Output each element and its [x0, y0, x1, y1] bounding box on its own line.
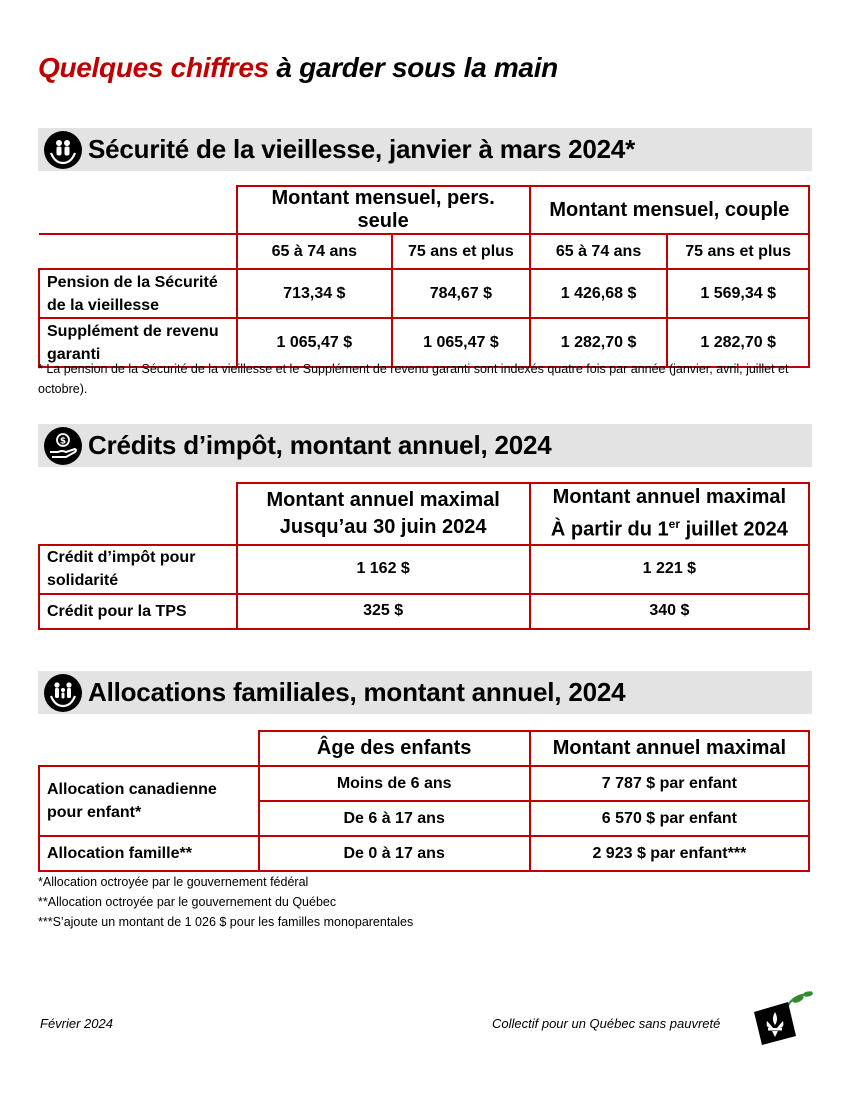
oas-section-header	[38, 128, 812, 171]
family-footnote: *Allocation octroyée par le gouvernement fédéral	[38, 875, 309, 889]
credits-section-title: Crédits d’impôt, montant annuel, 2024	[88, 430, 552, 460]
oas-cell: 1 426,68 $	[530, 269, 668, 318]
table-row	[39, 594, 809, 629]
oas-cell: 1 569,34 $	[667, 269, 809, 318]
oas-cell: 1 065,47 $	[392, 318, 530, 367]
oas-row-label-supplement: Supplément de revenu garanti	[39, 318, 237, 367]
oas-group-header-single: Montant mensuel, pers. seule	[237, 186, 530, 234]
svg-text:$: $	[59, 436, 67, 446]
family-cell-amount: 6 570 $ par enfant	[530, 801, 809, 836]
oas-table-corner	[39, 234, 237, 269]
family-cell-age: De 0 à 17 ans	[259, 836, 530, 871]
oas-cell: 713,34 $	[237, 269, 393, 318]
credits-header-text: juillet 2024	[680, 518, 788, 541]
credits-header-until-june	[237, 483, 530, 545]
oas-age-header: 65 à 74 ans	[530, 234, 668, 269]
family-row-label-ccb: Allocation canadienne pour enfant*	[39, 766, 259, 836]
credits-header-line	[537, 511, 802, 544]
family-section-header	[38, 671, 812, 714]
tax-credit-hand-icon	[44, 427, 82, 465]
family-header-age: Âge des enfants	[259, 731, 530, 766]
oas-row-label-pension: Pension de la Sécurité de la vieillesse	[39, 269, 237, 318]
credits-header-line: Jusqu’au 30 juin 2024	[279, 515, 487, 538]
oas-group-header-couple: Montant mensuel, couple	[530, 186, 809, 234]
credits-table	[38, 482, 810, 630]
footer-date: Février 2024	[40, 1016, 113, 1031]
ordinal-superscript: er	[668, 517, 681, 531]
oas-table	[38, 185, 810, 368]
credits-row-label-gst: Crédit pour la TPS	[39, 594, 237, 629]
family-header-amount: Montant annuel maximal	[530, 731, 809, 766]
oas-cell: 1 282,70 $	[530, 318, 668, 367]
title-rest: à garder sous la main	[268, 52, 558, 83]
table-row	[39, 269, 809, 318]
quebec-fleur-de-lis-logo	[750, 990, 816, 1046]
oas-table-corner	[39, 186, 237, 234]
family-footnote: **Allocation octroyée par le gouvernement du Québec	[38, 895, 337, 909]
table-row	[39, 545, 809, 594]
oas-cell: 784,67 $	[392, 269, 530, 318]
footer-org: Collectif pour un Québec sans pauvreté	[492, 1016, 721, 1031]
credits-header-from-july	[530, 483, 809, 545]
family-cell-amount: 7 787 $ par enfant	[530, 766, 809, 801]
credits-header-text: À partir du 1	[550, 518, 669, 541]
elderly-care-icon	[44, 131, 82, 169]
credits-table-corner	[39, 483, 237, 545]
oas-cell: 1 282,70 $	[667, 318, 809, 367]
family-row-label-af: Allocation famille**	[39, 836, 259, 871]
credits-row-label-solidarity: Crédit d’impôt pour solidarité	[39, 545, 237, 594]
family-table-corner	[39, 731, 259, 766]
family-care-icon	[44, 674, 82, 712]
credits-section-header	[38, 424, 812, 467]
family-cell-age: Moins de 6 ans	[259, 766, 530, 801]
oas-section-title: Sécurité de la vieillesse, janvier à mars 2024*	[88, 134, 636, 164]
title-highlight: Quelques chiffres	[38, 52, 269, 83]
credits-cell: 325 $	[237, 594, 530, 629]
oas-footnote: * La pension de la Sécurité de la vieillesse et le Supplément de revenu garanti sont indexés quatre fois par année (janvier, avril, juillet et octobre).	[38, 362, 789, 396]
credits-header-line: Montant annuel maximal	[552, 486, 787, 508]
oas-cell: 1 065,47 $	[237, 318, 393, 367]
credits-cell: 1 221 $	[530, 545, 809, 594]
oas-age-header: 75 ans et plus	[667, 234, 809, 269]
family-cell-age: De 6 à 17 ans	[259, 801, 530, 836]
oas-age-header: 75 ans et plus	[392, 234, 530, 269]
table-row	[39, 766, 809, 801]
credits-cell: 340 $	[530, 594, 809, 629]
oas-age-header: 65 à 74 ans	[237, 234, 393, 269]
table-row	[39, 836, 809, 871]
page-title	[38, 52, 558, 84]
family-cell-amount: 2 923 $ par enfant***	[530, 836, 809, 871]
family-table	[38, 730, 810, 872]
credits-cell: 1 162 $	[237, 545, 530, 594]
family-footnote: ***S’ajoute un montant de 1 026 $ pour les familles monoparentales	[38, 915, 414, 929]
credits-header-line: Montant annuel maximal	[266, 488, 500, 511]
family-section-title: Allocations familiales, montant annuel, 2024	[88, 677, 626, 707]
